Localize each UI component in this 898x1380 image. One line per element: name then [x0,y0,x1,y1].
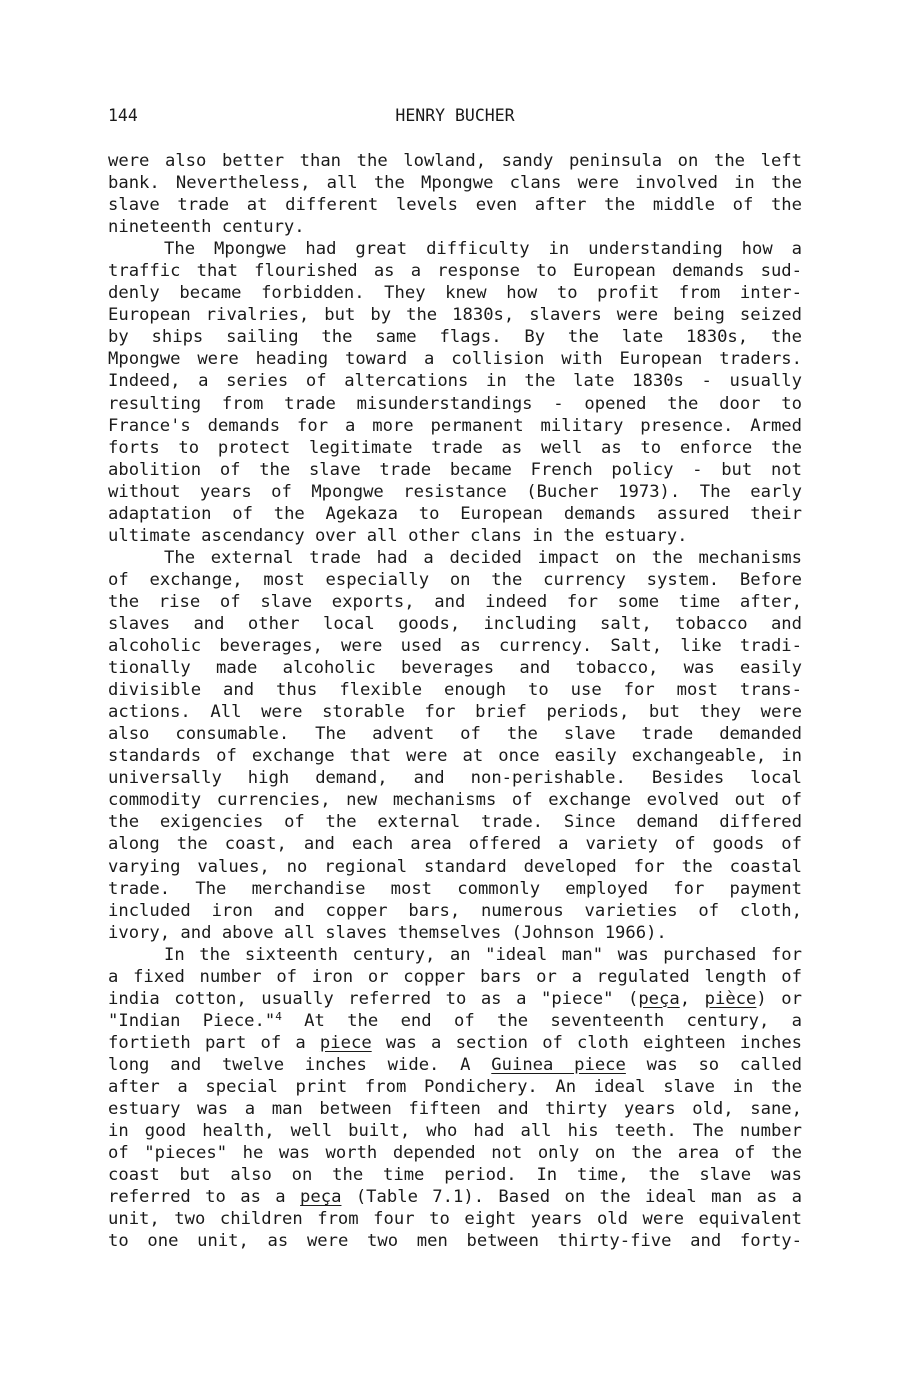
text-line: universally high demand, and non-perishable. Besides local [108,768,802,789]
text-line: of "pieces" he was worth depended not only on the area of the [108,1143,802,1164]
text-line: ivory, and above all slaves themselves (Johnson 1966). [108,922,667,943]
text-line: also consumable. The advent of the slave trade demanded [108,724,802,745]
text-line: tionally made alcoholic beverages and tobacco, was easily [108,658,802,679]
text-run: ) or [756,988,802,1009]
text-line: slaves and other local goods, including salt, tobacco and [108,613,802,634]
page-number: 144 [108,106,138,125]
text-run: referred to as a [108,1187,301,1208]
text-line: ultimate ascendancy over all other clans in the estuary. [108,525,688,546]
text-line: European rivalries, but by the 1830s, slavers were being seized [108,305,802,326]
italic-term-guinea-piece: Guinea piece [491,1054,626,1075]
text-run: "Indian Piece." [108,1010,276,1031]
running-head: HENRY BUCHER [395,106,515,125]
text-run: fortieth part of a [108,1032,320,1053]
text-line: actions. All were storable for brief periods, but they were [108,702,802,723]
text-line: in good health, well built, who had all his teeth. The number [108,1121,802,1142]
text-line-mixed [108,1010,802,1032]
text-line: by ships sailing the same flags. By the late 1830s, the [108,327,802,348]
text-run: was so called [625,1054,802,1075]
text-line: The external trade had a decided impact on the mechanisms [164,547,802,568]
text-line-mixed [108,1032,802,1054]
text-line: slave trade at different levels even after the middle of the [108,195,802,216]
text-line: nineteenth century. [108,217,305,238]
text-line: after a special print from Pondichery. An ideal slave in the [108,1076,802,1097]
text-line-mixed [108,1186,802,1208]
text-line: France's demands for a more permanent military presence. Armed [108,415,802,436]
text-line: bank. Nevertheless, all the Mpongwe clans were involved in the [108,173,802,194]
text-line: Indeed, a series of altercations in the late 1830s - usually [108,371,802,392]
italic-term-peca: peça [300,1187,342,1208]
text-line: coast but also on the time period. In time, the slave was [108,1165,802,1186]
text-line: In the sixteenth century, an "ideal man" was purchased for [164,944,802,965]
text-line: traffic that flourished as a response to European demands sud- [108,261,802,282]
text-line-mixed [108,988,802,1010]
text-line: were also better than the lowland, sandy peninsula on the left [108,151,802,171]
text-line: resulting from trade misunderstandings - opened the door to [108,393,802,414]
text-line: commodity currencies, new mechanisms of exchange evolved out of [108,790,802,811]
text-line: forts to protect legitimate trade as well as to enforce the [108,437,802,458]
body-text [108,150,802,1252]
text-line: the exigencies of the external trade. Since demand differed [108,812,802,833]
text-run: long and twelve inches wide. A [108,1054,492,1075]
text-run: india cotton, usually referred to as a "piece" ( [108,988,639,1009]
text-run: (Table 7.1). Based on the ideal man as a [341,1187,802,1208]
text-line: without years of Mpongwe resistance (Bucher 1973). The early [108,481,802,502]
text-line: abolition of the slave trade became French policy - but not [108,459,802,480]
page-header [108,104,802,128]
text-line: a fixed number of iron or copper bars or a regulated length of [108,966,802,987]
italic-term-peca: peça [638,988,680,1009]
text-line: trade. The merchandise most commonly employed for payment [108,878,802,899]
italic-term-piece: pièce [704,988,757,1009]
text-line: to one unit, as were two men between thirty-five and forty- [108,1231,802,1252]
text-line: estuary was a man between fifteen and thirty years old, sane, [108,1099,802,1120]
text-run: , [679,988,705,1009]
text-line: denly became forbidden. They knew how to profit from inter- [108,283,802,304]
text-line-mixed [108,1054,802,1076]
text-line: Mpongwe were heading toward a collision with European traders. [108,349,802,370]
text-run: was a section of cloth eighteen inches [371,1032,803,1053]
text-line: the rise of slave exports, and indeed for some time after, [108,591,802,612]
text-line: adaptation of the Agekaza to European demands assured their [108,503,802,524]
italic-term-piece: piece [319,1032,372,1053]
text-line: alcoholic beverages, were used as currency. Salt, like tradi- [108,636,802,657]
footnote-marker: 4 [275,1009,282,1023]
text-line: divisible and thus flexible enough to use for most trans- [108,680,802,701]
text-run: At the end of the seventeenth century, a [281,1010,803,1031]
text-line: varying values, no regional standard developed for the coastal [108,856,802,877]
text-line: of exchange, most especially on the currency system. Before [108,569,802,590]
text-line: standards of exchange that were at once easily exchangeable, in [108,746,802,767]
text-line: unit, two children from four to eight years old were equivalent [108,1209,802,1230]
text-line: included iron and copper bars, numerous varieties of cloth, [108,900,802,921]
text-line: along the coast, and each area offered a variety of goods of [108,834,802,855]
text-line: The Mpongwe had great difficulty in understanding how a [164,239,802,260]
